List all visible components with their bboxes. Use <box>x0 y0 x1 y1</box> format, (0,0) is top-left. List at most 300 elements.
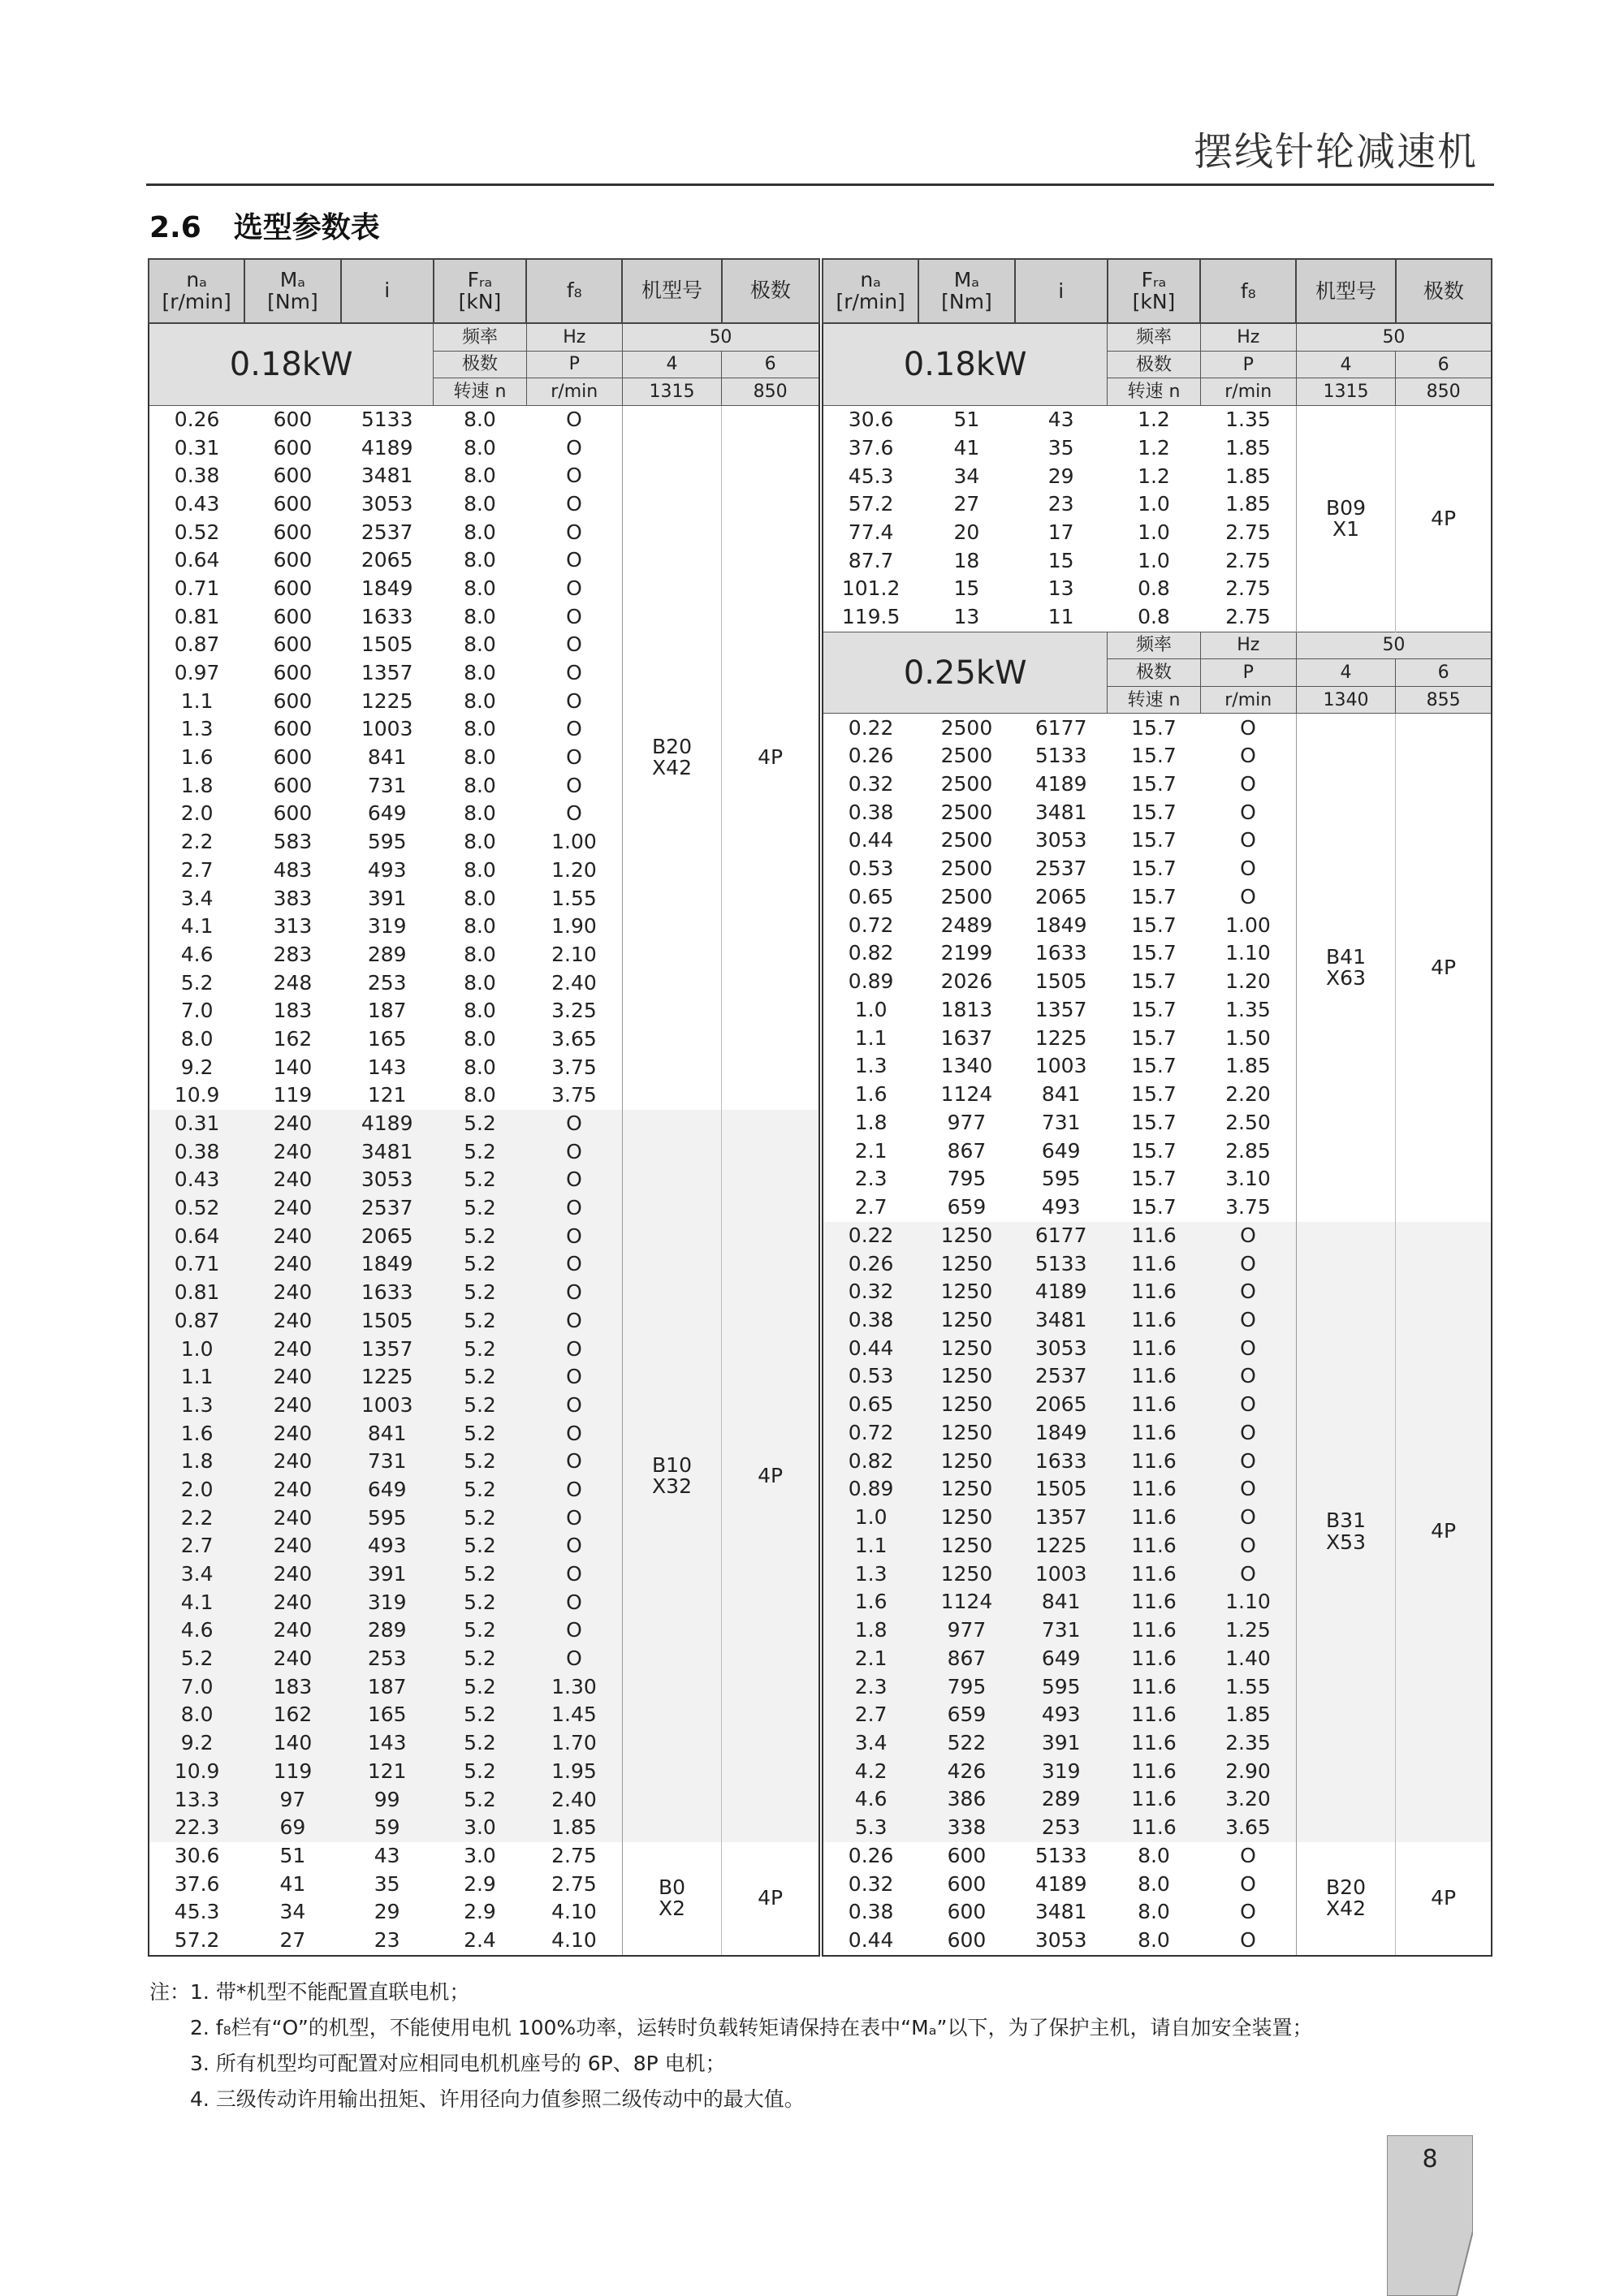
fra-value: 15.7 <box>1131 884 1177 908</box>
fb-value: O <box>1240 800 1256 824</box>
ma-value: 240 <box>244 1645 340 1673</box>
i-value: 2537 <box>341 1194 434 1223</box>
ma-value: 240 <box>244 1335 340 1363</box>
ma-value: 600 <box>273 464 313 488</box>
fra-value: 8.0 <box>464 1055 496 1079</box>
fb-value: 1.85 <box>1225 1054 1271 1078</box>
i-value: 649 <box>1041 1138 1081 1163</box>
na-value: 57.2 <box>174 1928 220 1953</box>
header-model-label: 机型号 <box>1315 278 1377 303</box>
i-value: 731 <box>367 773 407 797</box>
na-value: 1.6 <box>180 745 214 770</box>
fra-value: 8.0 <box>464 435 496 460</box>
fra-value: 8.0 <box>464 1083 496 1107</box>
fra-value: 5.2 <box>434 1645 526 1673</box>
ma-value: 867 <box>918 1645 1014 1673</box>
i-value: 35 <box>374 1871 400 1896</box>
fb-value: O <box>526 1560 622 1589</box>
fra-value: 15.7 <box>1131 1082 1177 1107</box>
na-value: 0.43 <box>149 1166 244 1194</box>
fb-value: 2.75 <box>1225 576 1271 601</box>
fra-value: 8.0 <box>464 688 496 713</box>
na-value: 0.64 <box>174 548 220 572</box>
fb-value: 1.40 <box>1200 1645 1296 1673</box>
fb-value: O <box>526 1138 622 1167</box>
i-value: 29 <box>1047 464 1074 488</box>
i-value: 5133 <box>1015 1249 1108 1278</box>
i-value: 2065 <box>361 548 413 572</box>
na-value: 0.87 <box>174 632 220 657</box>
fra-value: 15.7 <box>1131 1110 1177 1134</box>
i-value: 5133 <box>1034 1843 1087 1867</box>
fra-value: 3.0 <box>434 1814 526 1842</box>
i-value: 3053 <box>1034 1928 1087 1953</box>
na-value: 4.6 <box>823 1785 918 1814</box>
i-value: 2537 <box>1015 1362 1108 1391</box>
ma-value: 2489 <box>940 913 993 937</box>
ma-value: 240 <box>244 1194 340 1223</box>
i-value: 29 <box>374 1900 400 1924</box>
fb-value: O <box>526 1279 622 1307</box>
fb-value: 2.50 <box>1225 1110 1271 1134</box>
ma-value: 2500 <box>940 744 993 768</box>
na-value: 0.38 <box>848 1900 894 1924</box>
pole-label: 极数 <box>1108 659 1200 687</box>
na-value: 1.0 <box>149 1335 244 1363</box>
i-value: 289 <box>1015 1785 1108 1814</box>
ma-value: 2199 <box>940 941 993 965</box>
na-value: 2.2 <box>180 830 214 854</box>
fb-value: 2.40 <box>551 970 597 995</box>
pole-cell: 4P <box>722 1842 819 1956</box>
i-value: 391 <box>341 1560 434 1589</box>
ma-value: 2500 <box>940 857 993 881</box>
na-value: 5.3 <box>823 1814 918 1842</box>
ma-value: 600 <box>273 801 313 826</box>
ma-value: 600 <box>273 435 313 460</box>
na-value: 0.26 <box>848 1843 894 1867</box>
i-value: 253 <box>1015 1814 1108 1842</box>
fra-value: 8.0 <box>464 857 496 882</box>
fra-value: 5.2 <box>434 1729 526 1758</box>
pole-cell: 4P <box>1396 714 1492 1222</box>
speed-unit: r/min <box>1200 686 1296 714</box>
na-value: 1.3 <box>180 717 214 741</box>
freq-unit: Hz <box>526 323 622 351</box>
i-value: 2537 <box>361 520 413 544</box>
i-value: 319 <box>341 1589 434 1617</box>
fb-value: O <box>566 576 582 600</box>
motor-power: 0.18kW <box>823 323 1108 405</box>
fb-value: 2.75 <box>551 1871 597 1896</box>
pole-cell: 4P <box>1396 1842 1492 1956</box>
header-ma <box>918 259 1014 323</box>
fb-value: 1.85 <box>1225 492 1271 516</box>
header-fra <box>1108 259 1200 323</box>
fb-value: 2.75 <box>1225 520 1271 545</box>
i-value: 121 <box>367 1083 407 1107</box>
fra-value: 8.0 <box>464 1026 496 1051</box>
pole-label: 极数 <box>1108 351 1200 378</box>
fra-value: 1.0 <box>1138 548 1170 572</box>
na-value: 0.38 <box>174 464 220 488</box>
model-code: B09 <box>1326 495 1366 520</box>
fb-value: 4.10 <box>551 1900 597 1924</box>
speed-label: 转速 n <box>1108 378 1200 406</box>
ma-value: 51 <box>953 408 980 432</box>
na-value: 1.8 <box>180 773 214 797</box>
pole-label: 极数 <box>434 351 526 378</box>
fb-value: O <box>526 1250 622 1279</box>
fra-value: 15.7 <box>1131 1167 1177 1191</box>
i-value: 2537 <box>1034 857 1087 881</box>
fb-value: O <box>1200 1362 1296 1391</box>
fra-value: 15.7 <box>1131 913 1177 937</box>
fb-value: O <box>566 745 582 770</box>
table-row <box>149 1842 819 1871</box>
fb-value: O <box>526 1166 622 1194</box>
i-value: 1357 <box>1015 1504 1108 1532</box>
fra-value: 3.0 <box>464 1843 496 1867</box>
i-value: 289 <box>367 942 407 966</box>
table-row <box>149 1110 819 1138</box>
ma-value: 162 <box>273 1026 313 1051</box>
fb-value: 1.35 <box>1225 408 1271 432</box>
i-value: 3481 <box>1015 1306 1108 1335</box>
i-value: 165 <box>341 1701 434 1729</box>
na-value: 0.81 <box>149 1279 244 1307</box>
fra-value: 15.7 <box>1131 744 1177 768</box>
i-value: 4189 <box>1034 772 1087 796</box>
na-value: 30.6 <box>174 1843 220 1867</box>
fra-value: 8.0 <box>464 407 496 431</box>
fb-value: 1.10 <box>1200 1588 1296 1616</box>
fra-value: 11.6 <box>1108 1785 1200 1814</box>
fb-value: O <box>1240 857 1256 881</box>
motor-freq-row <box>149 323 819 351</box>
pole-cell: 4P <box>1396 1222 1492 1842</box>
na-value: 1.1 <box>180 688 214 713</box>
ma-value: 18 <box>953 548 980 572</box>
na-value: 30.6 <box>848 408 894 432</box>
na-value: 0.22 <box>823 1222 918 1250</box>
na-value: 13.3 <box>149 1785 244 1814</box>
na-value: 1.1 <box>823 1532 918 1560</box>
na-value: 0.31 <box>149 1110 244 1138</box>
pole-6: 6 <box>1396 351 1492 378</box>
header-na <box>823 259 918 323</box>
na-value: 22.3 <box>149 1814 244 1842</box>
fra-value: 15.7 <box>1131 715 1177 740</box>
ma-value: 1250 <box>918 1447 1014 1475</box>
fra-value: 5.2 <box>434 1476 526 1504</box>
fra-value: 11.6 <box>1108 1475 1200 1504</box>
header-ma-unit: [Nm] <box>941 289 992 313</box>
na-value: 1.6 <box>854 1082 888 1107</box>
fb-value: O <box>566 717 582 741</box>
i-value: 4189 <box>361 435 413 460</box>
model-code: X42 <box>1326 1897 1366 1921</box>
fb-value: O <box>526 1616 622 1645</box>
na-value: 0.72 <box>848 913 894 937</box>
header-model <box>1296 259 1395 323</box>
i-value: 595 <box>367 830 407 854</box>
i-value: 493 <box>1015 1701 1108 1729</box>
na-value: 3.4 <box>149 1560 244 1589</box>
header-fb-label: f₈ <box>1240 278 1256 303</box>
fra-value: 5.2 <box>434 1166 526 1194</box>
ma-value: 27 <box>279 1928 306 1953</box>
i-value: 2065 <box>341 1223 434 1251</box>
selection-table-right <box>822 258 1492 1957</box>
ma-value: 600 <box>273 604 313 628</box>
header-pole <box>722 259 819 323</box>
fb-value: 2.20 <box>1225 1082 1271 1107</box>
i-value: 4189 <box>1015 1278 1108 1306</box>
ma-value: 600 <box>947 1871 987 1896</box>
header-na-label: nₐ <box>860 268 881 292</box>
ma-value: 1250 <box>918 1306 1014 1335</box>
fra-value: 11.6 <box>1108 1306 1200 1335</box>
header-fra-label: Fᵣₐ <box>467 268 493 292</box>
fra-value: 15.7 <box>1131 800 1177 824</box>
fra-value: 15.7 <box>1131 941 1177 965</box>
na-value: 0.82 <box>848 941 894 965</box>
i-value: 1633 <box>361 604 413 628</box>
fb-value: 1.35 <box>1225 997 1271 1021</box>
header-fra-label: Fᵣₐ <box>1141 268 1167 292</box>
fb-value: O <box>1200 1334 1296 1362</box>
fb-value: O <box>1240 1900 1256 1924</box>
header-pole-label: 极数 <box>749 278 791 303</box>
ma-value: 1250 <box>918 1475 1014 1504</box>
i-value: 23 <box>374 1928 400 1953</box>
fb-value: O <box>1240 828 1256 852</box>
freq-label: 频率 <box>1108 632 1200 659</box>
i-value: 43 <box>374 1843 400 1867</box>
ma-value: 600 <box>273 717 313 741</box>
fb-value: 1.55 <box>1200 1672 1296 1701</box>
fra-value: 2.9 <box>464 1871 496 1896</box>
fb-value: O <box>526 1419 622 1448</box>
na-value: 77.4 <box>848 520 894 545</box>
na-value: 1.1 <box>149 1363 244 1392</box>
header-pole-label: 极数 <box>1423 278 1464 303</box>
ma-value: 600 <box>947 1843 987 1867</box>
header-i <box>1015 259 1108 323</box>
na-value: 1.6 <box>823 1588 918 1616</box>
ma-value: 119 <box>244 1758 340 1786</box>
na-value: 0.82 <box>823 1447 918 1475</box>
model-cell <box>622 1842 721 1956</box>
fb-value: O <box>566 407 582 431</box>
fra-value: 1.0 <box>1138 492 1170 516</box>
header-na <box>149 259 244 323</box>
i-value: 595 <box>1015 1672 1108 1701</box>
fra-value: 5.2 <box>434 1701 526 1729</box>
na-value: 8.0 <box>180 1026 214 1051</box>
ma-value: 1340 <box>940 1054 993 1078</box>
fb-value: O <box>1200 1560 1296 1588</box>
fb-value: O <box>1200 1391 1296 1419</box>
table-row <box>823 1842 1492 1871</box>
speed-6: 850 <box>722 378 819 405</box>
header-fb <box>526 259 622 323</box>
fra-value: 8.0 <box>1138 1843 1170 1867</box>
fra-value: 8.0 <box>464 520 496 544</box>
fra-value: 2.9 <box>464 1900 496 1924</box>
fb-value: 2.90 <box>1200 1757 1296 1785</box>
fra-value: 5.2 <box>434 1673 526 1702</box>
na-value: 2.3 <box>823 1672 918 1701</box>
i-value: 1003 <box>1034 1054 1087 1078</box>
section-name: 选型参数表 <box>233 211 380 244</box>
na-value: 0.43 <box>174 491 220 516</box>
motor-power: 0.18kW <box>149 323 434 405</box>
fra-value: 5.2 <box>434 1223 526 1251</box>
fb-value: O <box>566 435 582 460</box>
fb-value: 1.85 <box>526 1814 622 1842</box>
header-fra-unit: [kN] <box>1132 289 1176 313</box>
i-value: 11 <box>1047 605 1074 629</box>
speed-label: 转速 n <box>1108 686 1200 714</box>
ma-value: 119 <box>273 1083 313 1107</box>
freq-unit: Hz <box>1200 632 1296 659</box>
fra-value: 8.0 <box>464 942 496 966</box>
ma-value: 240 <box>244 1419 340 1448</box>
i-value: 841 <box>1015 1588 1108 1616</box>
doc-title: 摆线针轮减速机 <box>1193 129 1478 175</box>
model-cell <box>1296 1842 1395 1956</box>
na-value: 37.6 <box>174 1871 220 1896</box>
model-code: X63 <box>1326 965 1366 990</box>
ma-value: 2026 <box>940 969 993 994</box>
pole-4: 4 <box>1296 659 1395 687</box>
fra-value: 1.2 <box>1138 408 1170 432</box>
fra-value: 15.7 <box>1131 1138 1177 1163</box>
na-value: 0.44 <box>848 828 894 852</box>
fb-value: 1.00 <box>1225 913 1271 937</box>
i-value: 1225 <box>1034 1025 1087 1050</box>
i-value: 1849 <box>1034 913 1087 937</box>
pole-cell: 4P <box>722 1110 819 1842</box>
fra-value: 5.2 <box>434 1560 526 1589</box>
na-value: 0.38 <box>848 800 894 824</box>
section-number: 2.6 <box>149 211 201 244</box>
fb-value: 4.10 <box>551 1928 597 1953</box>
fra-value: 11.6 <box>1108 1362 1200 1391</box>
na-value: 4.1 <box>149 1589 244 1617</box>
fb-value: 1.20 <box>551 857 597 882</box>
fb-value: 3.65 <box>551 1026 597 1051</box>
fra-value: 5.2 <box>434 1419 526 1448</box>
table-row <box>149 405 819 434</box>
speed-6: 855 <box>1396 686 1492 714</box>
i-value: 1003 <box>341 1392 434 1420</box>
ma-value: 41 <box>953 435 980 460</box>
fra-value: 11.6 <box>1108 1588 1200 1616</box>
ma-value: 2500 <box>940 772 993 796</box>
header-na-unit: [r/min] <box>836 289 905 313</box>
model-code: B41 <box>1326 944 1366 969</box>
i-value: 649 <box>1015 1645 1108 1673</box>
ma-value: 240 <box>244 1616 340 1645</box>
fra-value: 5.2 <box>434 1616 526 1645</box>
na-value: 0.32 <box>848 772 894 796</box>
fra-value: 11.6 <box>1108 1672 1200 1701</box>
table-row <box>823 1222 1492 1250</box>
ma-value: 867 <box>947 1138 987 1163</box>
header-fb-label: f₈ <box>566 278 582 303</box>
ma-value: 240 <box>244 1279 340 1307</box>
i-value: 35 <box>1047 435 1074 460</box>
i-value: 1633 <box>1015 1447 1108 1475</box>
fb-value: 3.25 <box>551 999 597 1023</box>
na-value: 0.64 <box>149 1223 244 1251</box>
i-value: 319 <box>367 914 407 939</box>
ma-value: 97 <box>244 1785 340 1814</box>
header-row <box>149 259 819 323</box>
na-value: 10.9 <box>174 1083 220 1107</box>
na-value: 0.97 <box>174 661 220 685</box>
header-ma-label: Mₐ <box>279 268 306 292</box>
fb-value: 1.00 <box>551 830 597 854</box>
ma-value: 795 <box>947 1167 987 1191</box>
ma-value: 1250 <box>918 1504 1014 1532</box>
speed-unit: r/min <box>1200 378 1296 406</box>
na-value: 2.7 <box>823 1701 918 1729</box>
na-value: 1.8 <box>149 1448 244 1476</box>
fb-value: 2.10 <box>551 942 597 966</box>
ma-value: 140 <box>244 1729 340 1758</box>
fb-value: 1.50 <box>1225 1025 1271 1050</box>
ma-value: 240 <box>244 1250 340 1279</box>
ma-value: 1124 <box>918 1588 1014 1616</box>
ma-value: 15 <box>953 576 980 601</box>
fb-value: O <box>1200 1222 1296 1250</box>
i-value: 187 <box>341 1673 434 1702</box>
ma-value: 600 <box>273 632 313 657</box>
ma-value: 240 <box>244 1307 340 1336</box>
fb-value: O <box>1200 1278 1296 1306</box>
fb-value: 1.85 <box>1200 1701 1296 1729</box>
fra-value: 5.2 <box>434 1785 526 1814</box>
na-value: 10.9 <box>149 1758 244 1786</box>
i-value: 1357 <box>341 1335 434 1363</box>
na-value: 4.6 <box>180 942 214 966</box>
i-value: 253 <box>341 1645 434 1673</box>
ma-value: 600 <box>947 1900 987 1924</box>
speed-4: 1315 <box>622 378 721 405</box>
ma-value: 240 <box>244 1448 340 1476</box>
fra-value: 8.0 <box>464 632 496 657</box>
fra-value: 5.2 <box>434 1532 526 1560</box>
model-cell <box>1296 1222 1395 1842</box>
pole-unit: P <box>526 351 622 378</box>
fra-value: 15.7 <box>1131 772 1177 796</box>
header-fra <box>434 259 526 323</box>
i-value: 1633 <box>1034 941 1087 965</box>
ma-value: 600 <box>947 1928 987 1953</box>
i-value: 3481 <box>341 1138 434 1167</box>
i-value: 187 <box>367 999 407 1023</box>
i-value: 2065 <box>1015 1391 1108 1419</box>
na-value: 2.3 <box>854 1167 888 1191</box>
i-value: 649 <box>367 801 407 826</box>
na-value: 87.7 <box>848 548 894 572</box>
fra-value: 8.0 <box>464 661 496 685</box>
fb-value: 1.25 <box>1200 1616 1296 1645</box>
